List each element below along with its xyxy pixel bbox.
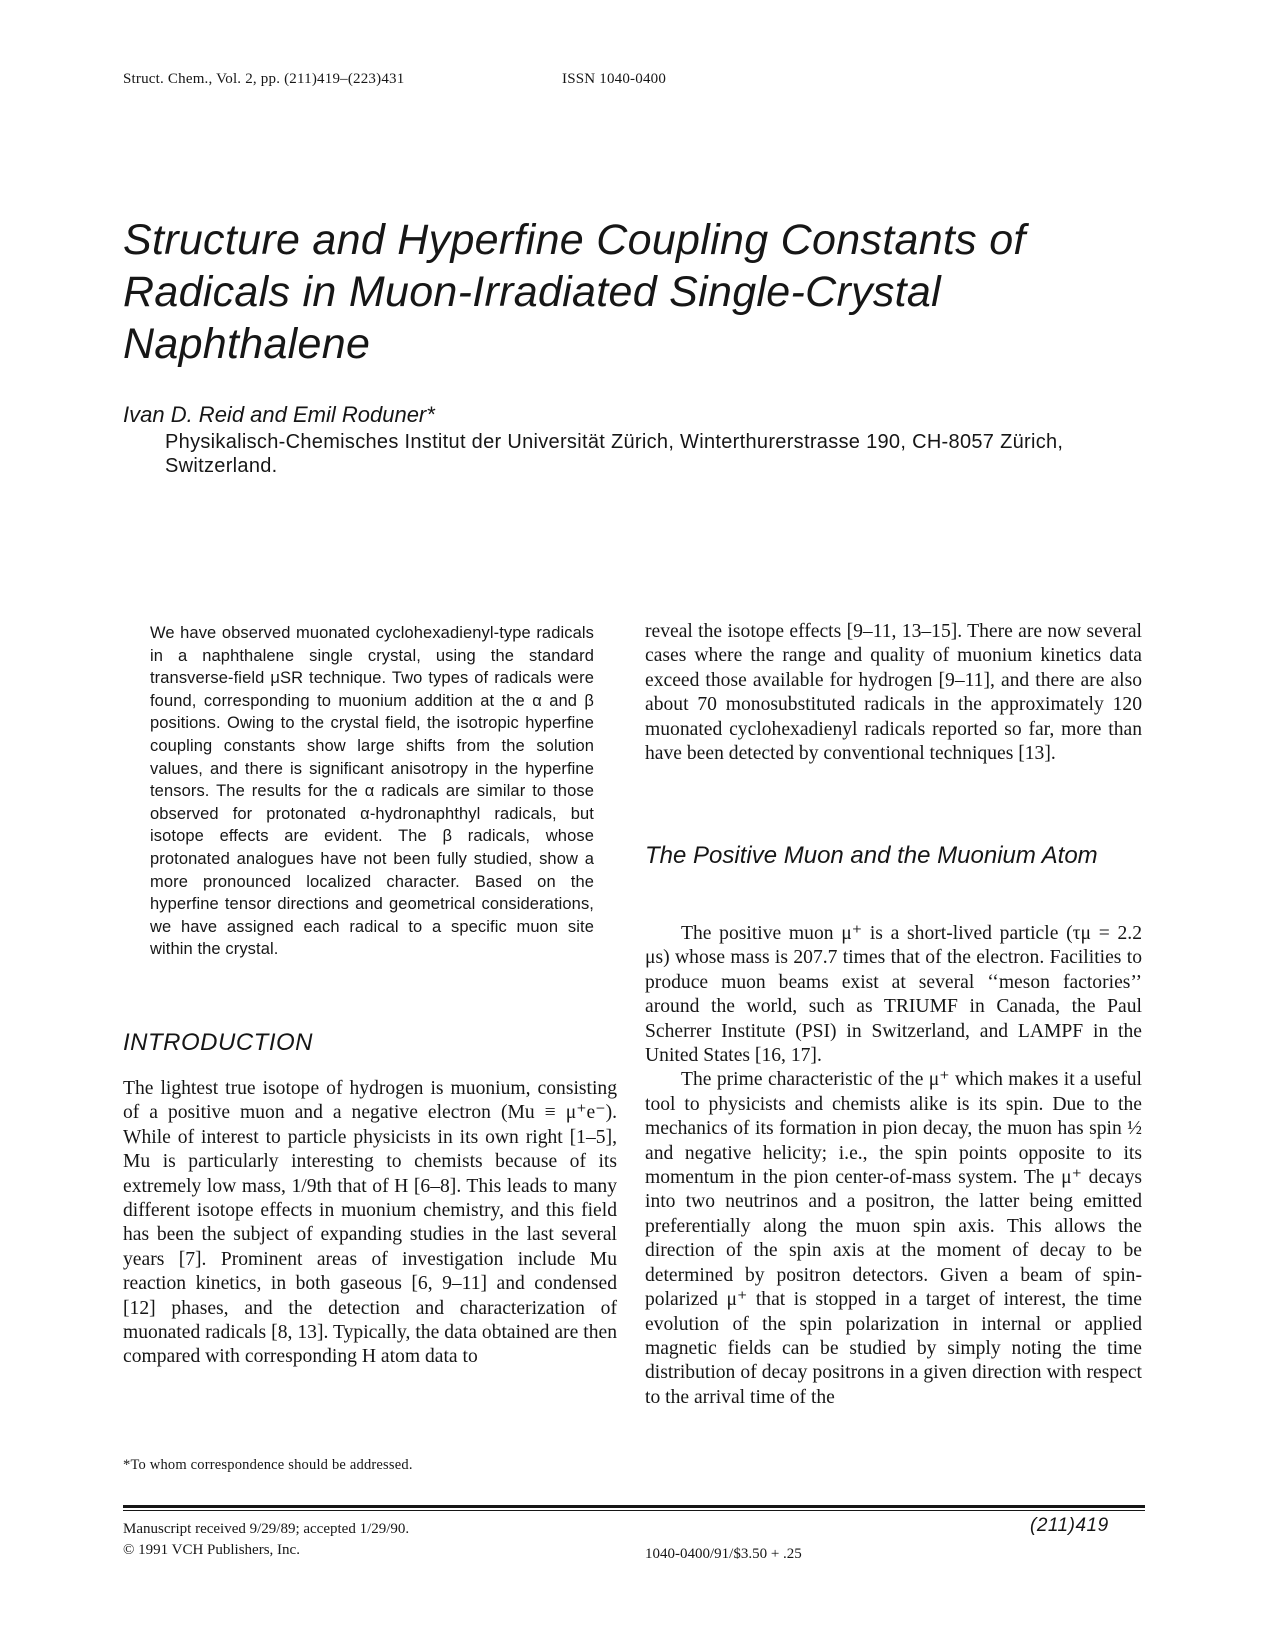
footer-rule bbox=[123, 1505, 1145, 1508]
issn: ISSN 1040-0400 bbox=[562, 71, 667, 87]
manuscript-received: Manuscript received 9/29/89; accepted 1/29/90. bbox=[123, 1521, 410, 1537]
journal-citation: Struct. Chem., Vol. 2, pp. (211)419–(223)431 bbox=[123, 71, 405, 87]
footer-rule-thin bbox=[123, 1510, 1145, 1511]
copyright: © 1991 VCH Publishers, Inc. bbox=[123, 1542, 300, 1558]
abstract: We have observed muonated cyclohexadienyl-type radicals in a naphthalene single crystal, using the standard transverse-field μSR technique. Two types of radicals were found, corresponding to muonium addition at the α and β positions. Owing to the crystal field, the isotropic hyperfine coupling constants show large shifts from the solution values, and there is significant anisotropy in the hyperfine tensors. The results for the α radicals are similar to those observed for protonated α-hydronaphthyl radicals, but isotope effects are evident. The β radicals, whose protonated analogues have not been fully studied, show a more pronounced localized character. Based on the hyperfine tensor directions and geometrical considerations, we have assigned each radical to a specific muon site within the crystal. bbox=[150, 624, 594, 959]
footer-publication-info bbox=[123, 1519, 409, 1561]
introduction-paragraph: The lightest true isotope of hydrogen is muonium, consisting of a positive muon and a negative electron (Mu ≡ μ⁺e⁻). While of interest to particle physicists in its own right [1–5], Mu is particularly interesting to chemists because of its extremely low mass, 1/9th that of H [6–8]. This leads to many different isotope effects in muonium chemistry, and this field has been the subject of expanding studies in the last several years [7]. Prominent areas of investigation include Mu reaction kinetics, in both gaseous [6, 9–11] and condensed [12] phases, and the detection and characterization of muonated radicals [8, 13]. Typically, the data obtained are then compared with corresponding H atom data to bbox=[123, 1078, 617, 1368]
affiliation: Physikalisch-Chemisches Institut der Universität Zürich, Winterthurerstrasse 190, CH-8057 Zürich, Switzerland. bbox=[165, 431, 1064, 477]
page-number: (211)419 bbox=[1030, 1515, 1109, 1536]
price-code: 1040-0400/91/$3.50 + .25 bbox=[645, 1546, 802, 1562]
paper-title: Structure and Hyperfine Coupling Constants of Radicals in Muon-Irradiated Single-Crystal Naphthalene bbox=[123, 216, 1026, 368]
authors: Ivan D. Reid and Emil Roduner* bbox=[123, 402, 435, 427]
positive-muon-section-body bbox=[645, 922, 1142, 1410]
section-heading-positive-muon: The Positive Muon and the Muonium Atom bbox=[645, 842, 1098, 869]
continued-paragraph: reveal the isotope effects [9–11, 13–15]. There are now several cases where the range and quality of muonium kinetics data exceed those available for hydrogen [9–11], and there are also about 70 monosubstituted radicals in the approximately 120 muonated cyclohexadienyl radicals reported so far, more than have been detected by conventional techniques [13]. bbox=[645, 621, 1142, 765]
muon-paragraph-2: The prime characteristic of the μ⁺ which makes it a useful tool to physicists and chemists alike is its spin. Due to the mechanics of its formation in pion decay, the muon has spin ½ and negative helicity; i.e., the spin points opposite to its momentum in the pion center-of-mass system. The μ⁺ decays into two neutrinos and a positron, the latter being emitted preferentially along the muon spin axis. This allows the direction of the spin axis at the moment of decay to be determined by positron detectors. Given a beam of spin-polarized μ⁺ that is stopped in a target of interest, the time evolution of the spin polarization in internal or applied magnetic fields can be studied by simply noting the time distribution of decay positrons in a given direction with respect to the arrival time of the bbox=[645, 1069, 1142, 1408]
muon-paragraph-1: The positive muon μ⁺ is a short-lived particle (τμ = 2.2 μs) whose mass is 207.7 times that of the electron. Facilities to produce muon beams exist at several ‘‘meson factories’’ around the world, such as TRIUMF in Canada, the Paul Scherrer Institute (PSI) in Switzerland, and LAMPF in the United States [16, 17]. bbox=[645, 923, 1142, 1067]
footnote: *To whom correspondence should be addressed. bbox=[123, 1457, 413, 1473]
introduction-heading: INTRODUCTION bbox=[123, 1029, 313, 1056]
